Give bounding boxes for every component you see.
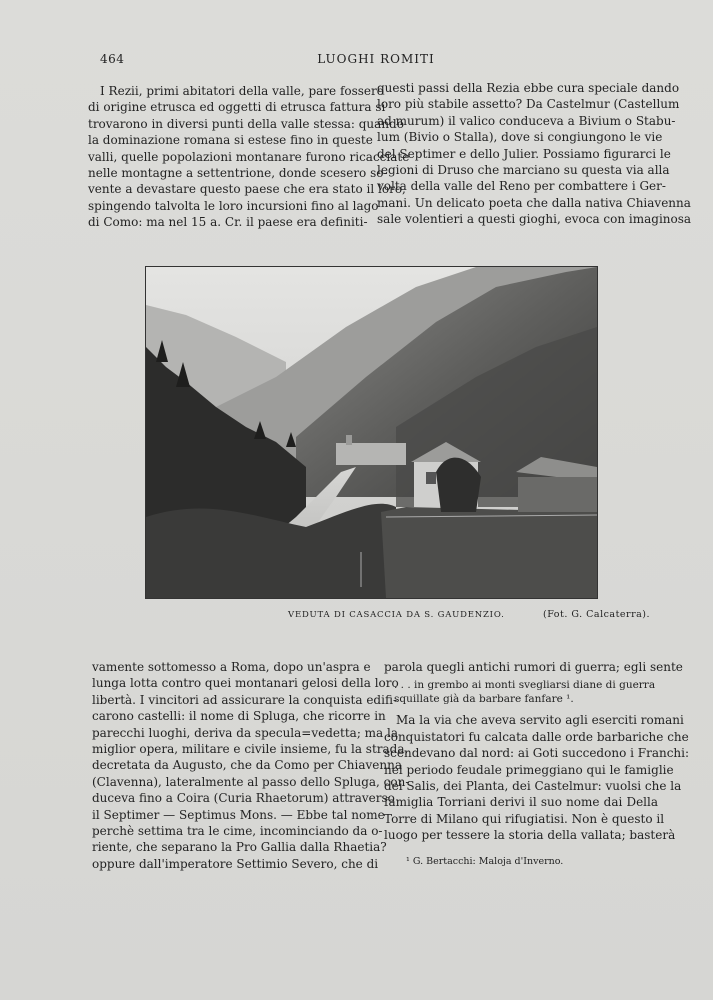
- text-line: sale volentieri a questi gioghi, evoca con imaginosa: [377, 212, 692, 227]
- text-line: libertà. I vincitori ad assicurare la conquista edifi-: [92, 692, 398, 707]
- text-line: spingendo talvolta le loro incursioni fino al lago: [88, 198, 379, 213]
- text-line: vamente sottomesso a Roma, dopo un'aspra e: [92, 660, 371, 674]
- footnote: ¹ G. Bertacchi: Maloja d'Inverno.: [406, 855, 564, 867]
- text-line: legioni di Druso che marciano su questa via alla: [377, 163, 670, 178]
- text-line: vente a devastare questo paese che era stato il loro,: [88, 182, 406, 197]
- page-number: 464: [100, 52, 125, 66]
- text-line: scendevano dal nord: ai Goti succedono i Franchi:: [384, 746, 690, 761]
- bottom-left-column: [92, 659, 410, 872]
- text-line: di Como: ma nel 15 a. Cr. il paese era definiti-: [88, 215, 368, 230]
- top-right-column: [377, 80, 692, 228]
- text-line: mani. Un delicato poeta che dalla nativa Chiavenna: [377, 195, 691, 210]
- text-line: lum (Bivio o Stalla), dove si congiungono le vie: [377, 130, 663, 145]
- text-line: parecchi luoghi, deriva da specula=vedetta; ma la: [92, 725, 399, 740]
- text-line: nelle montagne a settentrione, donde scesero so-: [88, 166, 388, 181]
- text-line: oppure dall'imperatore Settimio Severo, che di: [92, 856, 379, 871]
- text-line: dei Salis, dei Planta, dei Castelmur: vuolsi che la: [384, 779, 682, 794]
- text-line: questi passi della Rezia ebbe cura speciale dando: [377, 81, 680, 95]
- text-line: perchè settima tra le cime, incominciando da o-: [92, 824, 383, 839]
- figure-caption: VEDUTA DI CASACCIA DA S. GAUDENZIO.: [288, 610, 505, 620]
- text-line: I Rezii, primi abitatori della valle, pare fossero: [100, 84, 384, 98]
- running-title: LUOGHI ROMITI: [317, 52, 435, 66]
- page-header: [96, 52, 656, 68]
- text-line: parola quegli antichi rumori di guerra; egli sente: [384, 660, 683, 674]
- text-line: conquistatori fu calcata dalle orde barbariche che: [384, 729, 689, 744]
- verse-line: squillate già da barbare fanfare ¹.: [394, 692, 574, 705]
- verse-quote: [394, 679, 658, 706]
- text-line: Torre di Milano qui rifugiatisi. Non è questo il: [384, 811, 665, 826]
- text-line: famiglia Torriani derivi il suo nome dai Della: [384, 795, 658, 810]
- text-line: trovarono in diversi punti della valle stessa: quando: [88, 116, 404, 131]
- text-line: del Septimer e dello Julier. Possiamo figurarci le: [377, 146, 671, 161]
- text-line: loro più stabile assetto? Da Castelmur (Castellum: [377, 97, 680, 112]
- text-line: volta della valle del Reno per combattere i Ger-: [377, 179, 666, 194]
- text-line: la dominazione romana si estese fino in queste: [88, 133, 373, 148]
- text-line: carono castelli: il nome di Spluga, che ricorre in: [92, 709, 386, 724]
- text-line: luogo per tessere la storia della vallata; basterà: [384, 828, 676, 843]
- photo-credit: (Fot. G. Calcaterra).: [543, 609, 651, 620]
- text-line: (Clavenna), lateralmente al passo dello Spluga, con-: [92, 774, 410, 789]
- text-line: ad murum) il valico conduceva a Bivium o Stabu-: [377, 113, 676, 128]
- verse-line: . . . in grembo ai monti svegliarsi diane di guerra: [394, 679, 656, 692]
- text-line: nel periodo feudale primeggiano qui le famiglie: [384, 762, 674, 777]
- text-line: il Septimer — Septimus Mons. — Ebbe tal nome: [92, 807, 385, 822]
- text-line: riente, che separano la Pro Gallia dalla Rhaetia?: [92, 840, 387, 855]
- text-line: duceva fino a Coira (Curia Rhaetorum) attraverso: [92, 791, 395, 806]
- bottom-right-column: [384, 659, 690, 870]
- top-left-column: [88, 83, 410, 231]
- text-line: decretata da Augusto, che da Como per Chiavenna: [92, 758, 402, 773]
- text-line: Ma la via che aveva servito agli eserciti romani: [396, 713, 684, 728]
- text-line: valli, quelle popolazioni montanare furono ricacciate: [88, 149, 410, 164]
- text-line: miglior opera, militare e civile insieme, fu la strada,: [92, 742, 409, 757]
- text-line: lunga lotta contro quei montanari gelosi della loro: [92, 676, 399, 691]
- text-line: di origine etrusca ed oggetti di etrusca fattura si: [88, 100, 386, 115]
- landscape-photo: [145, 266, 598, 599]
